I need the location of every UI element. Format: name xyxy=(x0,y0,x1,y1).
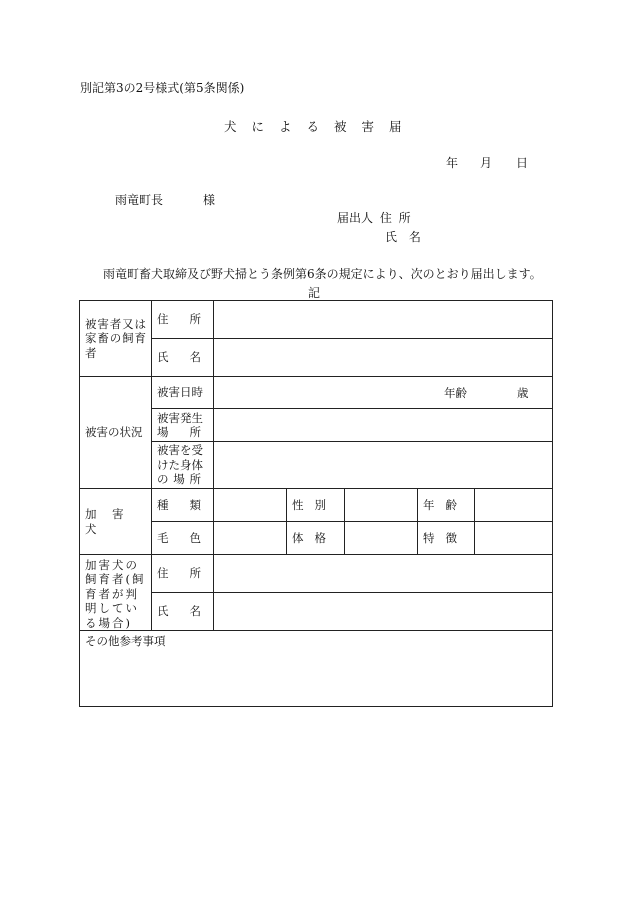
notes-label: その他参考事項 xyxy=(85,634,166,648)
owner-address-row xyxy=(80,555,553,593)
dog-build-field[interactable] xyxy=(345,522,418,555)
owner-category: 加害犬の飼育者(飼育者が判明している場合) xyxy=(80,555,152,631)
dog-color-label: 毛 色 xyxy=(152,522,214,555)
damage-place-field[interactable] xyxy=(214,409,553,442)
damage-body-label: 被害を受 けた身体 の 場 所 xyxy=(152,442,214,489)
dog-row-1 xyxy=(80,489,553,522)
dog-sex-label: 性 別 xyxy=(287,489,345,522)
damage-place-label: 被害発生 場 所 xyxy=(152,409,214,442)
notes-field[interactable] xyxy=(80,631,553,707)
owner-name-field[interactable] xyxy=(214,593,553,631)
date-day: 日 xyxy=(516,156,529,170)
dog-features-label: 特 徴 xyxy=(418,522,475,555)
dog-category: 加 害 犬 xyxy=(80,489,152,555)
age-label: 年齢 xyxy=(444,386,467,400)
damage-datetime-row xyxy=(80,377,553,409)
owner-address-field[interactable] xyxy=(214,555,553,593)
dog-breed-label: 種 類 xyxy=(152,489,214,522)
dog-sex-field[interactable] xyxy=(345,489,418,522)
applicant-name-label: 氏 名 xyxy=(385,230,421,244)
owner-name-label: 氏 名 xyxy=(152,593,214,631)
situation-category: 被害の状況 xyxy=(80,377,152,489)
dog-features-field[interactable] xyxy=(475,522,553,555)
victim-address-row xyxy=(80,301,553,339)
victim-name-label: 氏 名 xyxy=(152,339,214,377)
applicant-address-label: 届出人 住 所 xyxy=(337,211,411,225)
victim-name-field[interactable] xyxy=(214,339,553,377)
notes-row xyxy=(80,631,553,707)
damage-datetime-field[interactable] xyxy=(214,377,553,409)
victim-category: 被害者又は家畜の飼育者 xyxy=(80,301,152,377)
recipient-honorific: 様 xyxy=(203,193,216,207)
dog-age-field[interactable] xyxy=(475,489,553,522)
report-table xyxy=(79,300,553,707)
recipient xyxy=(115,194,215,206)
body-text: 雨竜町畜犬取締及び野犬掃とう条例第6条の規定により、次のとおり届出します。 xyxy=(103,267,542,281)
dog-build-label: 体 格 xyxy=(287,522,345,555)
date-month: 月 xyxy=(480,156,493,170)
ki-label: 記 xyxy=(308,286,321,300)
form-number-label: 別記第3の2号様式(第5条関係) xyxy=(80,81,245,95)
date-line xyxy=(446,157,528,169)
dog-age-label: 年 齢 xyxy=(418,489,475,522)
date-year: 年 xyxy=(446,156,459,170)
damage-datetime-label: 被害日時 xyxy=(152,377,214,409)
age-unit: 歳 xyxy=(517,386,529,400)
damage-body-field[interactable] xyxy=(214,442,553,489)
document-title: 犬による被害届 xyxy=(224,119,417,134)
dog-breed-field[interactable] xyxy=(214,489,287,522)
recipient-name: 雨竜町長 xyxy=(115,193,164,207)
owner-address-label: 住 所 xyxy=(152,555,214,593)
dog-color-field[interactable] xyxy=(214,522,287,555)
victim-address-field[interactable] xyxy=(214,301,553,339)
victim-address-label: 住 所 xyxy=(152,301,214,339)
